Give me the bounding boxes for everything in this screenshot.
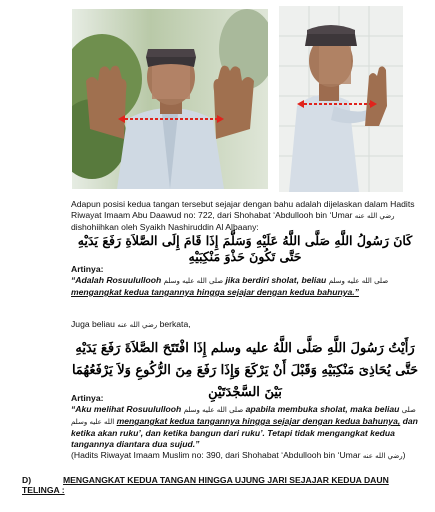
hadith1-arabic: كَانَ رَسُولُ اللَّهِ صَلَّى اللَّهُ عَلَيْهِ وَسَلَّمَ إِذَا قَامَ إِلَى الصَّلاَةِ رَفَعَ يَدَيْهِ حَتَّى تَكُونَ حَذْوَ مَنْكِبَيْهِ [77,233,413,264]
translation1-salawat: صلى الله عليه وسلم [163,277,224,285]
translation1-salawat2: صلى الله عليه وسلم [328,277,389,285]
intro-paragraph [71,199,421,233]
section-heading-d [22,475,422,495]
translation2-honorific: رضي الله عنه [362,452,403,460]
intro-honorific: رضي الله عنه [354,212,395,220]
juga-text2: berkata, [159,319,191,329]
juga-text1: Juga beliau [71,319,115,329]
hadith2-arabic: رَأَيْتُ رَسُولَ اللَّهِ صَلَّى اللَّهُ عليه وسلم إِذَا افْتَتَحَ الصَّلاَةَ رَفَعَ يَدَيْهِ حَتَّى يُحَاذِىَ مَنْكِبَيْهِ وَقَبْلَ أَنْ يَرْكَعَ وَإِذَا رَفَعَ مِنَ الرُّكُوعِ وَلاَ يَرْفَعُهُمَا بَيْنَ السَّجْدَتَيْنِ [71,341,419,400]
translation2-q2: apabila membuka sholat, maka beliau [245,404,400,414]
intro-part2: dishohiihkan oleh Syaikh Nashiruddin Al Albaany: [71,222,259,232]
translation1-q1: “Adalah Rosuulullooh [71,275,162,285]
translation2-q3: mengangkat kedua tangannya hingga sejajar dengan kedua bahunya, [116,416,401,426]
photo-front-view [72,9,268,189]
translation2-salawat2: صلى الله عليه وسلم [71,406,416,426]
translation1-label: Artinya: [71,264,104,274]
photo-side-view [279,6,403,192]
translation2-q1: “Aku melihat Rosuulullooh [71,404,182,414]
section-number: D) [22,475,32,485]
translation2-source-end: ) [402,450,406,460]
translation2-q4: dan ketika akan ruku’, dan ketika bangun dari ruku’. Tetapi tidak mengangkat kedua tangannya diantara dua sujud.” [71,416,418,449]
section-title: MENGANGKAT KEDUA TANGAN HINGGA UJUNG JARI SEJAJAR KEDUA DAUN TELINGA : [22,475,389,495]
translation2-label: Artinya: [71,393,104,403]
translation2-block [71,393,421,462]
juga-line [71,319,421,331]
juga-honorific: رضي الله عنه [117,321,158,329]
translation2-source: (Hadits Riwayat Imaam Muslim no: 390, dari Shohabat ‘Abdullooh bin ‘Umar [71,450,361,460]
translation1-block [71,264,421,298]
translation1-q2: jika berdiri sholat, beliau [225,275,327,285]
intro-part1: Adapun posisi kedua tangan tersebut sejajar dengan bahu adalah dijelaskan dalam Hadits Riwayat Imaam Abu Daawud no: 722, dari Shohabat ‘Abdullooh bin ‘Umar [71,199,415,220]
translation2-salawat: صلى الله عليه وسلم [183,406,244,414]
translation1-q3: mengangkat kedua tangannya hingga sejajar dengan kedua bahunya.” [71,287,359,297]
